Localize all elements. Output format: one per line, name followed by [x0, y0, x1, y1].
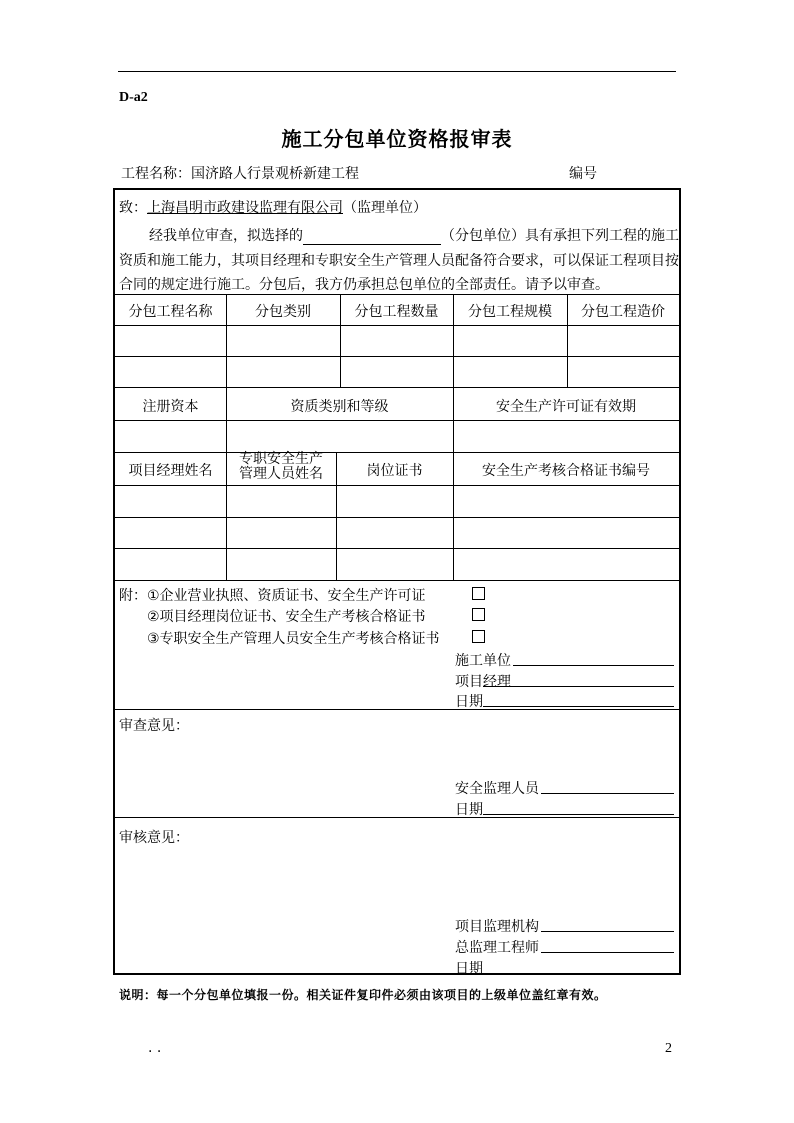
header-safety-staff-line2: 管理人员姓名: [239, 466, 323, 482]
to-prefix: 致：: [119, 200, 147, 216]
row-divider: [115, 580, 679, 581]
row-divider: [115, 517, 679, 518]
row-divider: [115, 817, 679, 818]
sign-project-manager-line[interactable]: [483, 686, 674, 687]
row-divider: [115, 387, 679, 388]
header-subcontract-quantity: 分包工程数量: [354, 304, 439, 320]
intro-to: [119, 197, 427, 217]
row-divider: [115, 325, 679, 326]
row-divider: [115, 709, 679, 710]
attachment-prefix: 附：: [119, 588, 147, 604]
attachment-item-1-label: ①企业营业执照、资质证书、安全生产许可证: [147, 588, 426, 604]
sign-chief-engineer-line[interactable]: [541, 952, 674, 953]
footer-note: 说明：每一个分包单位填报一份。相关证件复印件必须由该项目的上级单位盖红章有效。: [119, 988, 607, 1002]
checkbox-attachment-2[interactable]: [472, 608, 485, 621]
header-subcontract-scale: 分包工程规模: [468, 304, 552, 320]
sign-supervision-org-line[interactable]: [541, 931, 674, 932]
footer-dots: . .: [148, 1040, 162, 1056]
attachment-item-3: ③专职安全生产管理人员安全生产考核合格证书: [147, 631, 440, 647]
row-divider: [115, 548, 679, 549]
header-project-manager-name: 项目经理姓名: [128, 463, 213, 479]
project-name: 工程名称：国济路人行景观桥新建工程: [121, 166, 359, 182]
row-divider: [115, 294, 679, 295]
row-divider: [115, 452, 679, 453]
row-divider: [115, 420, 679, 421]
supervisor-suffix: （监理单位）: [343, 200, 427, 216]
sign-supervision-org: 项目监理机构: [455, 919, 539, 935]
sign-audit-date-line[interactable]: [483, 973, 674, 974]
sign-review-date-line[interactable]: [483, 814, 674, 815]
header-rule: [118, 71, 676, 72]
row-divider: [115, 356, 679, 357]
header-safety-staff-line1: 专职安全生产: [239, 451, 323, 467]
row-divider: [115, 485, 679, 486]
sign-contractor-unit-line[interactable]: [513, 665, 674, 666]
sign-safety-supervisor-line[interactable]: [541, 793, 674, 794]
sign-contractor-unit: 施工单位: [455, 653, 511, 669]
header-safety-license-validity: 安全生产许可证有效期: [496, 399, 636, 415]
form-title: 施工分包单位资格报审表: [281, 127, 513, 151]
header-qualification-grade: 资质类别和等级: [290, 399, 389, 415]
header-post-certificate: 岗位证书: [366, 463, 423, 479]
checkbox-attachment-1[interactable]: [472, 587, 485, 600]
header-safety-staff-name: [226, 452, 336, 482]
intro-line-2: 资质和施工能力，其项目经理和专职安全生产管理人员配备符合要求，可以保证工程项目按: [119, 253, 679, 269]
sign-audit-date: 日期: [455, 961, 483, 977]
sign-contractor-date-line[interactable]: [483, 706, 674, 707]
supervisor-name: 上海昌明市政建设监理有限公司: [147, 200, 343, 216]
sign-contractor-date: 日期: [455, 694, 483, 710]
number-label: 编号: [569, 166, 597, 182]
review-label: 审查意见：: [119, 718, 189, 734]
header-subcontract-category: 分包类别: [255, 304, 311, 320]
sign-chief-engineer: 总监理工程师: [455, 940, 539, 956]
document-code: D-a2: [119, 90, 148, 105]
form-table: [113, 188, 681, 975]
subcontractor-blank[interactable]: [303, 230, 441, 245]
checkbox-attachment-3[interactable]: [472, 630, 485, 643]
attachment-item-2: ②项目经理岗位证书、安全生产考核合格证书: [147, 609, 426, 625]
sign-review-date: 日期: [455, 802, 483, 818]
header-subcontract-cost: 分包工程造价: [581, 304, 665, 320]
intro-line-1a: 经我单位审查，拟选择的: [149, 228, 303, 244]
attachment-item-1: [119, 585, 426, 605]
page-number: 2: [665, 1041, 672, 1056]
sign-project-manager: 项目经理: [455, 674, 511, 690]
intro-line-3: 合同的规定进行施工。分包后，我方仍承担总包单位的全部责任。请予以审查。: [119, 277, 609, 293]
intro-line-1: [149, 225, 679, 245]
header-subcontract-name: 分包工程名称: [128, 304, 213, 320]
audit-label: 审核意见：: [119, 830, 189, 846]
intro-line-1b: （分包单位）具有承担下列工程的施工: [441, 228, 679, 244]
header-safety-exam-cert-number: 安全生产考核合格证书编号: [482, 463, 650, 479]
sign-safety-supervisor: 安全监理人员: [455, 781, 539, 797]
header-registered-capital: 注册资本: [142, 399, 199, 415]
